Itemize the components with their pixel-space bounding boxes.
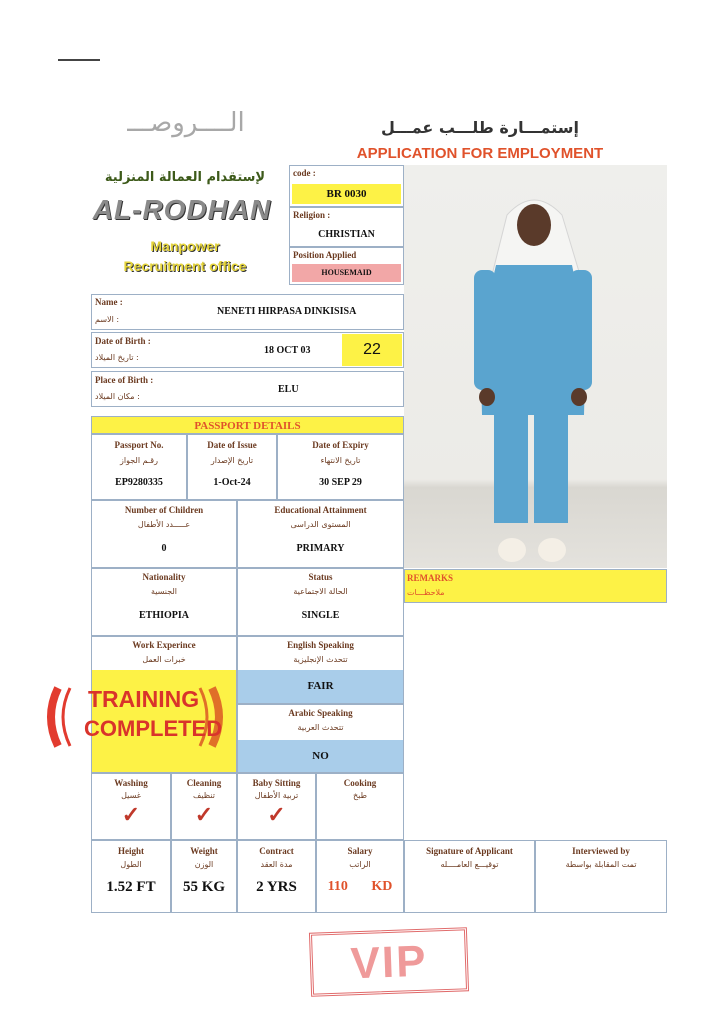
nationality-label-ar: الجنسية (150, 587, 178, 596)
pob-label-ar: مكان الميلاد : (95, 392, 140, 401)
skill-cleaning-cell (171, 773, 237, 840)
children-label-ar: عـــــدد الأطفال (137, 520, 191, 529)
skill-washing-check-icon: ✓ (121, 802, 141, 827)
nationality-value: ETHIOPIA (138, 610, 189, 621)
passport-number-label-ar: رقـم الجواز (120, 456, 158, 465)
children-label: Number of Children (124, 505, 204, 515)
company-logo-name: AL-RODHAN (92, 194, 272, 225)
passport-issue-label: Date of Issue (207, 440, 257, 450)
skill-cleaning-label: Cleaning (186, 778, 222, 788)
status-cell (237, 568, 404, 636)
pob-label: Place of Birth : (95, 375, 154, 385)
interviewed-label-ar: تمت المقابلة بواسطة (565, 860, 637, 869)
height-label: Height (118, 846, 144, 856)
passport-number-cell (91, 434, 187, 500)
signature-cell (404, 840, 535, 913)
salary-cell (316, 840, 404, 913)
name-value: NENETI HIRPASA DINKISISA (217, 306, 357, 317)
contract-label-ar: مدة العقد (260, 860, 293, 869)
position-value: HOUSEMAID (292, 264, 401, 282)
remarks-label: REMARKS (407, 573, 454, 583)
remarks-label-ar: ملاحظـــات (407, 588, 445, 597)
work-experience-label-ar: خبرات العمل (142, 655, 186, 664)
status-value: SINGLE (301, 610, 340, 621)
english-label: English Speaking (287, 640, 354, 650)
english-cell (237, 636, 404, 704)
arabic-value: NO (238, 740, 403, 772)
remarks-box (404, 569, 667, 603)
contract-cell (237, 840, 316, 913)
dob-value: 18 OCT 03 (264, 345, 311, 356)
skill-washing-cell (91, 773, 171, 840)
children-value: 0 (161, 543, 167, 554)
skill-babysitting-label-ar: تربية الأطفال (254, 791, 299, 800)
skill-cleaning-label-ar: تنظيف (193, 791, 215, 800)
passport-issue-value: 1-Oct-24 (213, 477, 251, 488)
signature-label-ar: توقيـــع العامــــله (440, 860, 499, 869)
skill-cooking-cell (316, 773, 404, 840)
interviewed-label: Interviewed by (572, 846, 630, 856)
religion-label: Religion : (293, 210, 331, 220)
passport-expiry-label: Date of Expiry (312, 440, 369, 450)
english-value: FAIR (238, 670, 403, 703)
english-label-ar: تتحدث الإنجليزية (293, 655, 348, 664)
education-label-ar: المستوى الدراسى (290, 520, 351, 529)
vip-stamp-text: VIP (349, 936, 429, 989)
work-experience-label: Work Experince (132, 640, 196, 650)
height-cell (91, 840, 171, 913)
contract-value: 2 YRS (256, 879, 297, 895)
salary-label: Salary (347, 846, 373, 856)
status-label-ar: الحالة الاجتماعية (293, 587, 348, 596)
nationality-label: Nationality (142, 572, 186, 582)
passport-expiry-value: 30 SEP 29 (319, 477, 362, 488)
code-value: BR 0030 (292, 184, 401, 204)
code-cell (289, 165, 404, 207)
passport-number-value: EP9280335 (115, 477, 163, 488)
passport-issue-cell (187, 434, 277, 500)
salary-value-row (317, 879, 403, 895)
pob-cell (91, 371, 404, 407)
skill-cleaning-check-icon: ✓ (194, 802, 214, 827)
training-stamp-line1: TRAINING (88, 686, 200, 712)
person-figure (404, 165, 667, 568)
height-value: 1.52 FT (106, 879, 156, 895)
pob-value: ELU (278, 384, 299, 395)
skill-cooking-label-ar: طبخ (353, 791, 367, 800)
weight-value: 55 KG (182, 879, 226, 895)
nationality-cell (91, 568, 237, 636)
position-cell (289, 247, 404, 285)
passport-number-label: Passport No. (114, 440, 164, 450)
status-label: Status (308, 572, 333, 582)
salary-currency: KD (371, 879, 393, 894)
signature-label: Signature of Applicant (426, 846, 513, 856)
weight-cell (171, 840, 237, 913)
name-label-ar: الاسم : (95, 315, 120, 324)
salary-label-ar: الراتب (349, 860, 371, 869)
name-label: Name : (95, 297, 123, 307)
arabic-label: Arabic Speaking (288, 708, 353, 718)
height-label-ar: الطول (120, 860, 142, 869)
education-value: PRIMARY (296, 543, 345, 554)
dob-cell (91, 332, 404, 368)
scan-mark (58, 59, 100, 61)
skill-babysitting-cell (237, 773, 316, 840)
arabic-cell (237, 704, 404, 773)
religion-value: CHRISTIAN (318, 229, 375, 240)
dob-label-ar: تاريخ الميلاد : (95, 353, 139, 362)
training-completed-stamp (44, 684, 234, 750)
passport-issue-label-ar: تاريخ الإصدار (210, 456, 254, 465)
company-arabic-name: الــــروصـــ (127, 108, 245, 138)
skill-washing-label-ar: غسيل (121, 791, 141, 800)
passport-expiry-label-ar: تاريخ الانتهاء (320, 456, 361, 465)
arabic-label-ar: تتحدث العربية (297, 723, 344, 732)
applicant-photo (404, 165, 667, 568)
skill-cooking-label: Cooking (343, 778, 377, 788)
interviewed-cell (535, 840, 667, 913)
education-cell (237, 500, 404, 568)
children-cell (91, 500, 237, 568)
name-cell (91, 294, 404, 330)
skill-babysitting-check-icon: ✓ (267, 802, 286, 827)
title-arabic: إستمـــارة طلـــب عمـــل (381, 118, 579, 137)
position-label: Position Applied (293, 250, 357, 260)
age-value: 22 (342, 334, 402, 366)
vip-stamp (309, 927, 469, 996)
dob-label: Date of Birth : (95, 336, 151, 346)
weight-label: Weight (190, 846, 218, 856)
passport-expiry-cell (277, 434, 404, 500)
company-line-recruitment: Recruitment office (123, 258, 247, 274)
training-stamp-line2: COMPLETED (84, 716, 223, 741)
title-english: APPLICATION FOR EMPLOYMENT (356, 145, 604, 162)
passport-header: PASSPORT DETAILS (91, 416, 404, 434)
education-label: Educational Attainment (274, 505, 367, 515)
code-label: code : (293, 168, 316, 178)
company-arabic-sub: لإستقدام العمالة المنزلية (104, 170, 266, 185)
company-line-manpower: Manpower (150, 238, 220, 254)
contract-label: Contract (259, 846, 294, 856)
skill-washing-label: Washing (114, 778, 148, 788)
religion-cell (289, 207, 404, 247)
skill-babysitting-label: Baby Sitting (252, 778, 301, 788)
salary-amount: 110 (327, 879, 348, 894)
weight-label-ar: الوزن (194, 860, 214, 869)
